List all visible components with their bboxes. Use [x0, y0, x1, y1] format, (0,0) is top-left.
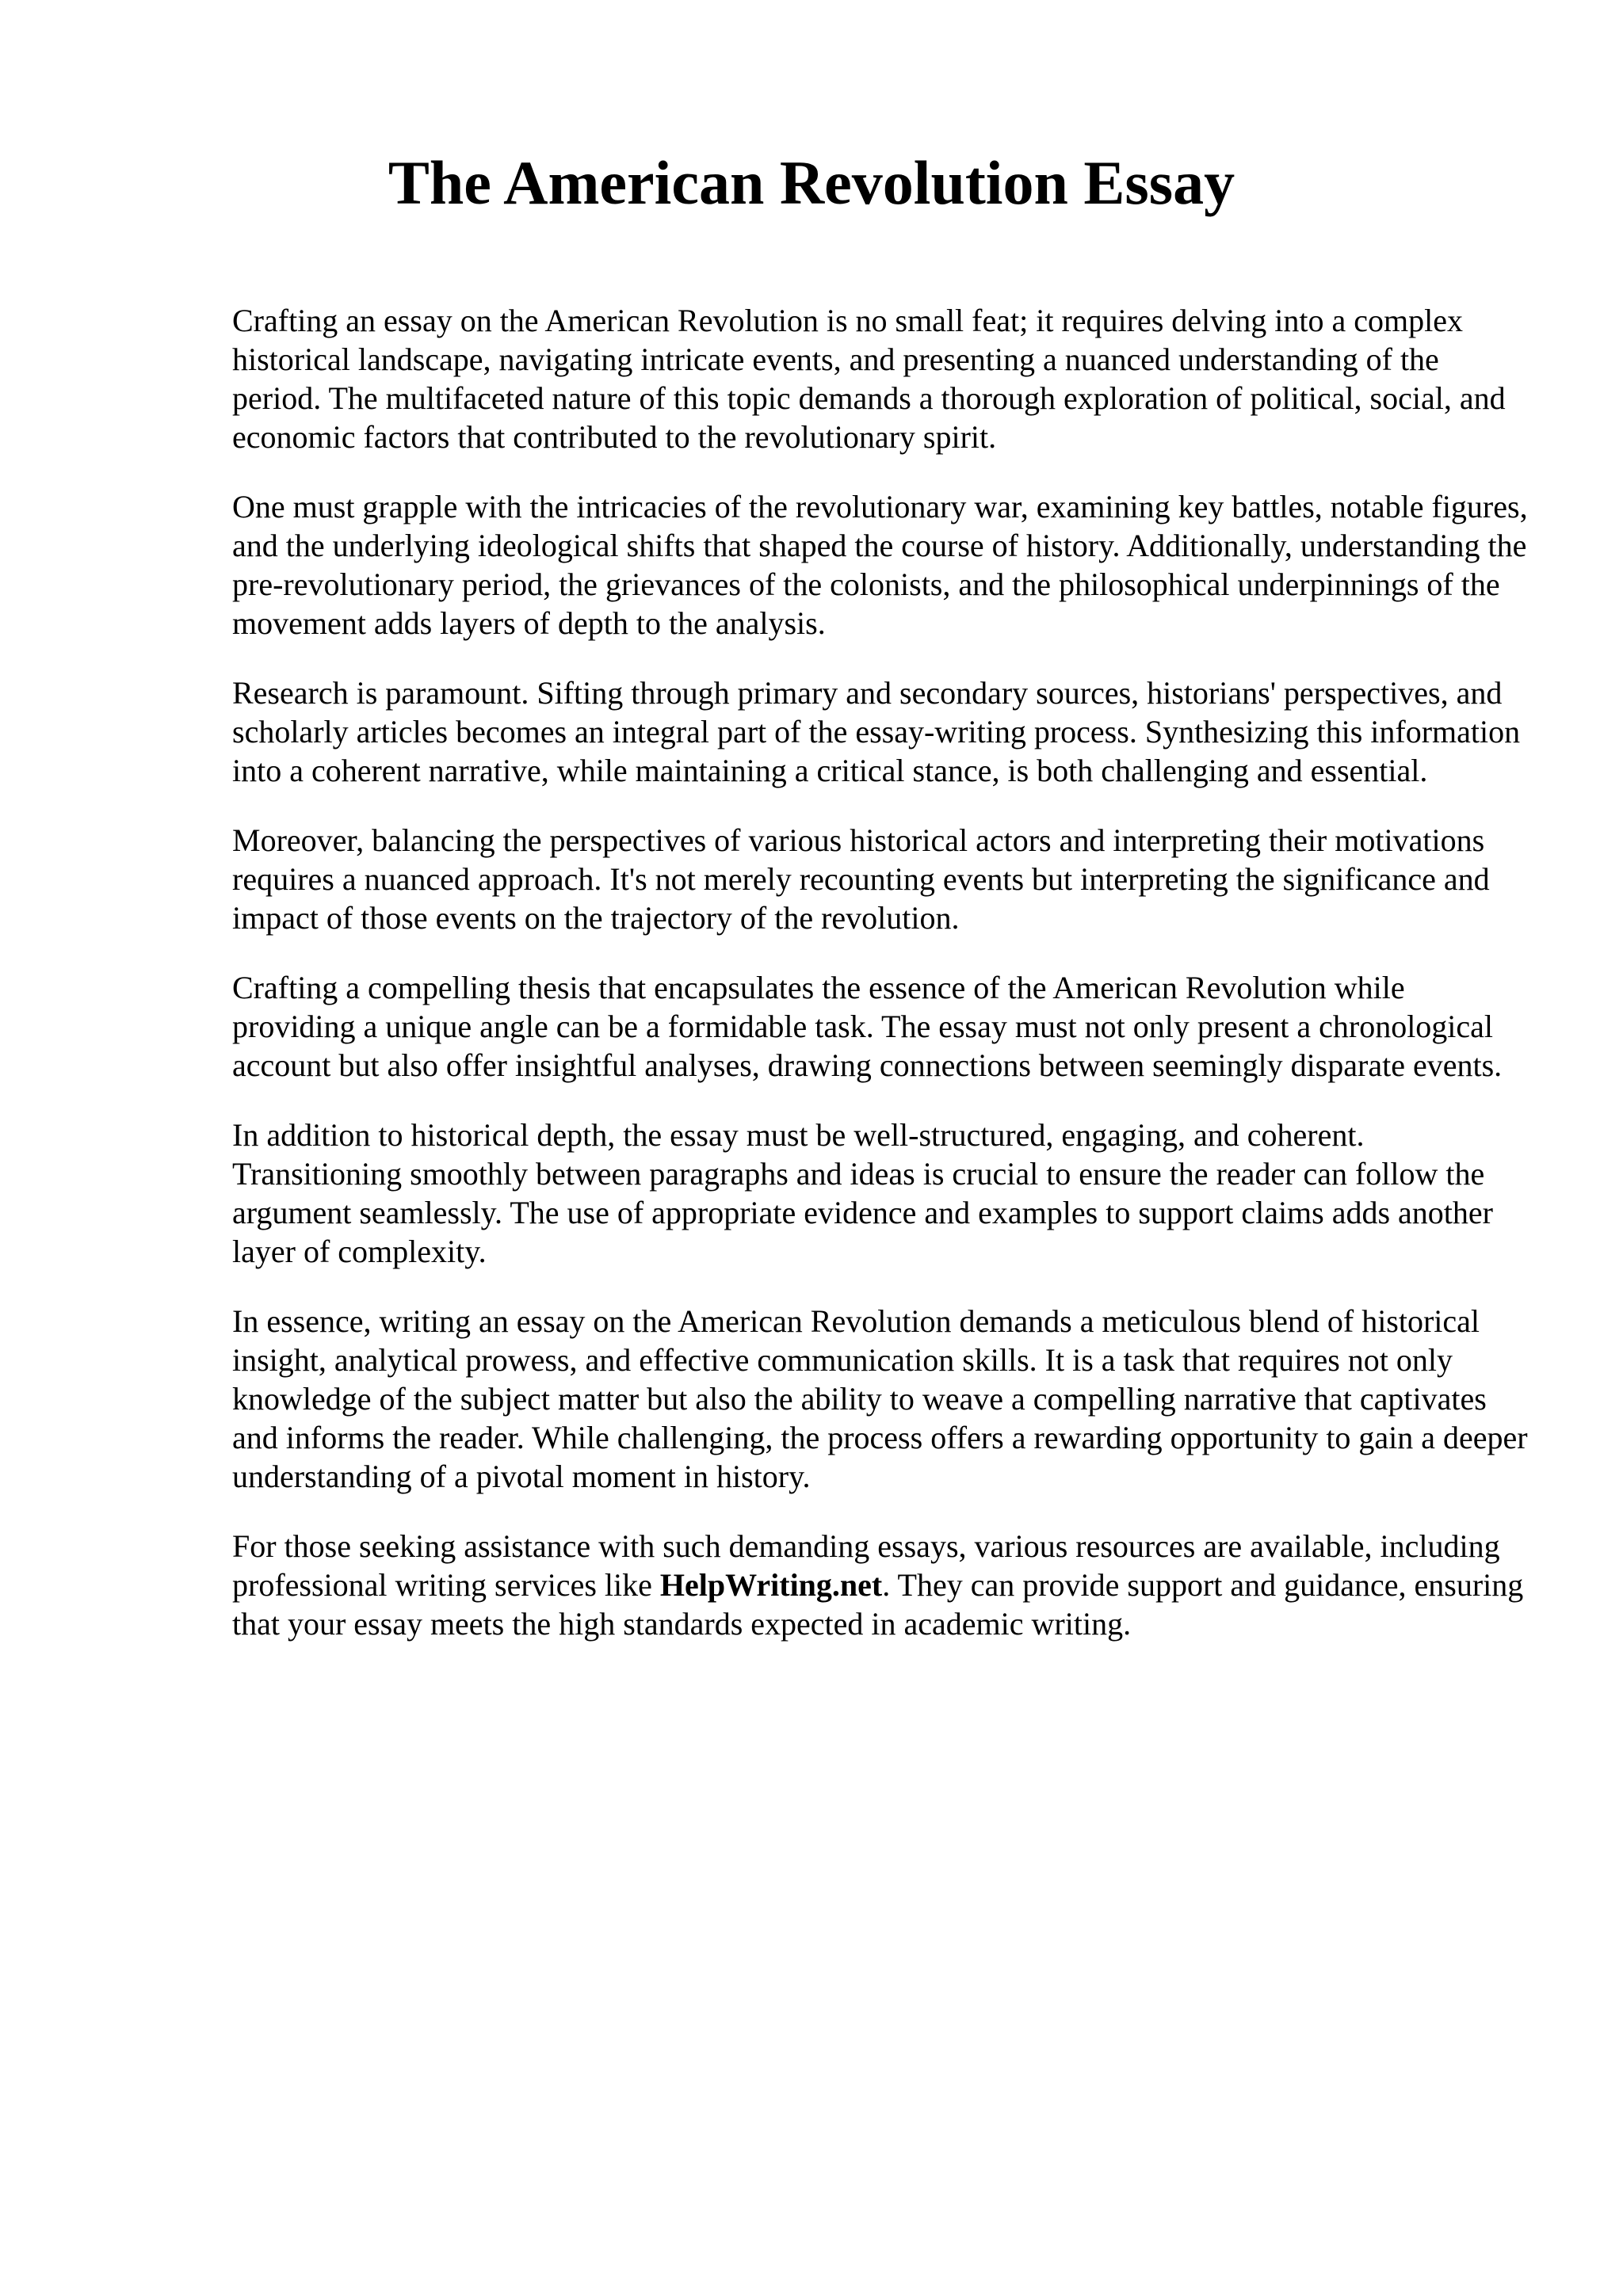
paragraph-6: In addition to historical depth, the essay must be well-structured, engaging, and coherent. Transitioning smoothly between paragraphs and ideas is crucial to ensure the reader can follow the argument seamlessly. The use of appropriate evidence and examples to support claims adds another layer of complexity. — [232, 1117, 1493, 1269]
paragraph-2: One must grapple with the intricacies of the revolutionary war, examining key battles, notable figures, and the underlying ideological shifts that shaped the course of history. Additionally, understanding the pre-revolutionary period, the grievances of the colonists, and the philosophical underpinnings of the movement adds layers of depth to the analysis. — [232, 489, 1528, 641]
essay-body — [232, 301, 1532, 1674]
page-title: The American Revolution Essay — [388, 148, 1235, 217]
paragraph-4: Moreover, balancing the perspectives of various historical actors and interpreting their motivations requires a nuanced approach. It's not merely recounting events but interpreting the significance and impact of those events on the trajectory of the revolution. — [232, 822, 1490, 936]
closing-text-after: . They can provide support and guidance, ensuring that your essay meets the high standards expected in academic writing. — [232, 1567, 1524, 1642]
paragraph-7: In essence, writing an essay on the American Revolution demands a meticulous blend of historical insight, analytical prowess, and effective communication skills. It is a task that requires not only knowledge of the subject matter but also the ability to weave a compelling narrative that captivates and informs the reader. While challenging, the process offers a rewarding opportunity to gain a deeper understanding of a pivotal moment in history. — [232, 1303, 1528, 1494]
helpwriting-link[interactable]: HelpWriting.net — [659, 1567, 883, 1603]
closing-paragraph — [232, 1527, 1532, 1643]
paragraph-1: Crafting an essay on the American Revolution is no small feat; it requires delving into a complex historical landscape, navigating intricate events, and presenting a nuanced understanding of the period. The multifaceted nature of this topic demands a thorough exploration of political, social, and economic factors that contributed to the revolutionary spirit. — [232, 303, 1506, 455]
closing-text-before: For those seeking assistance with such demanding essays, various resources are available, including professional writing services like — [232, 1528, 1500, 1603]
paragraph-5: Crafting a compelling thesis that encapsulates the essence of the American Revolution while providing a unique angle can be a formidable task. The essay must not only present a chronological account but also offer insightful analyses, drawing connections between seemingly disparate events. — [232, 970, 1503, 1083]
paragraph-3: Research is paramount. Sifting through primary and secondary sources, historians' perspectives, and scholarly articles becomes an integral part of the essay-writing process. Synthesizing this information into a coherent narrative, while maintaining a critical stance, is both challenging and essential. — [232, 675, 1521, 788]
